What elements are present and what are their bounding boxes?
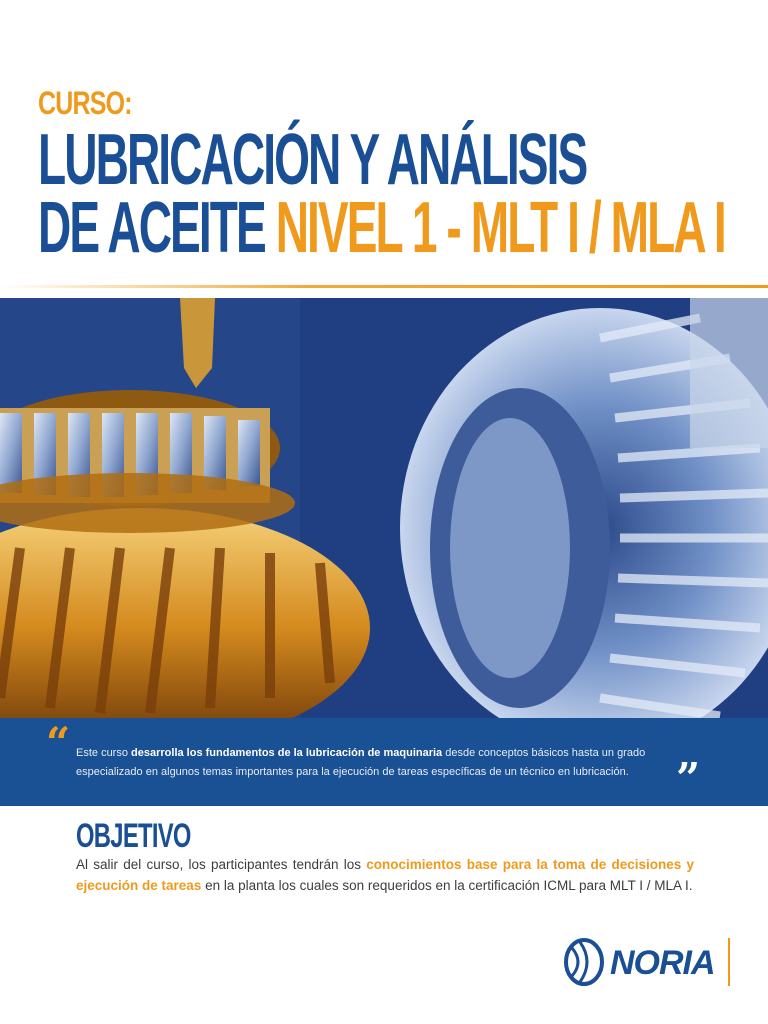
course-kicker: CURSO: — [38, 85, 132, 121]
objective-part-1: Al salir del curso, los participantes tendrán los — [76, 857, 367, 872]
objective-highlight: conocimientos base para la toma de decisiones y ejecución de tareas — [76, 857, 694, 893]
title-line-1: LUBRICACIÓN Y ANÁLISIS — [38, 120, 587, 200]
objective-heading: OBJETIVO — [76, 817, 191, 855]
quote-band — [0, 718, 768, 806]
hero-illustration — [0, 298, 768, 718]
title-line-2 — [38, 188, 725, 268]
objective-body — [76, 854, 694, 896]
title-line-2-orange: NIVEL 1 - MLT I / MLA I — [275, 188, 725, 268]
quote-part-1: Este curso — [76, 747, 132, 759]
hero-image-machinery — [0, 298, 768, 718]
noria-wordmark: NORIA — [610, 944, 715, 982]
quote-bold: desarrolla los fundamentos de la lubricación de maquinaria — [131, 747, 443, 759]
title-line-2-blue: DE ACEITE — [38, 188, 276, 268]
objective-section — [76, 818, 694, 896]
quote-text — [76, 744, 686, 782]
objective-part-2: en la planta los cuales son requeridos en la certificación ICML para MLT I / MLA I. — [201, 878, 693, 893]
header — [38, 85, 738, 268]
orange-divider — [0, 285, 768, 288]
logo-divider — [728, 938, 730, 986]
open-quote-icon: “ — [46, 718, 71, 767]
noria-globe-icon — [562, 936, 608, 988]
noria-logo — [562, 936, 732, 988]
quote-part-2: desde conceptos básicos hasta un grado especializado en algunos temas importantes para la ejecución de tareas específicas de un técnico en lubricación. — [76, 747, 646, 778]
close-quote-icon: ” — [676, 754, 701, 803]
